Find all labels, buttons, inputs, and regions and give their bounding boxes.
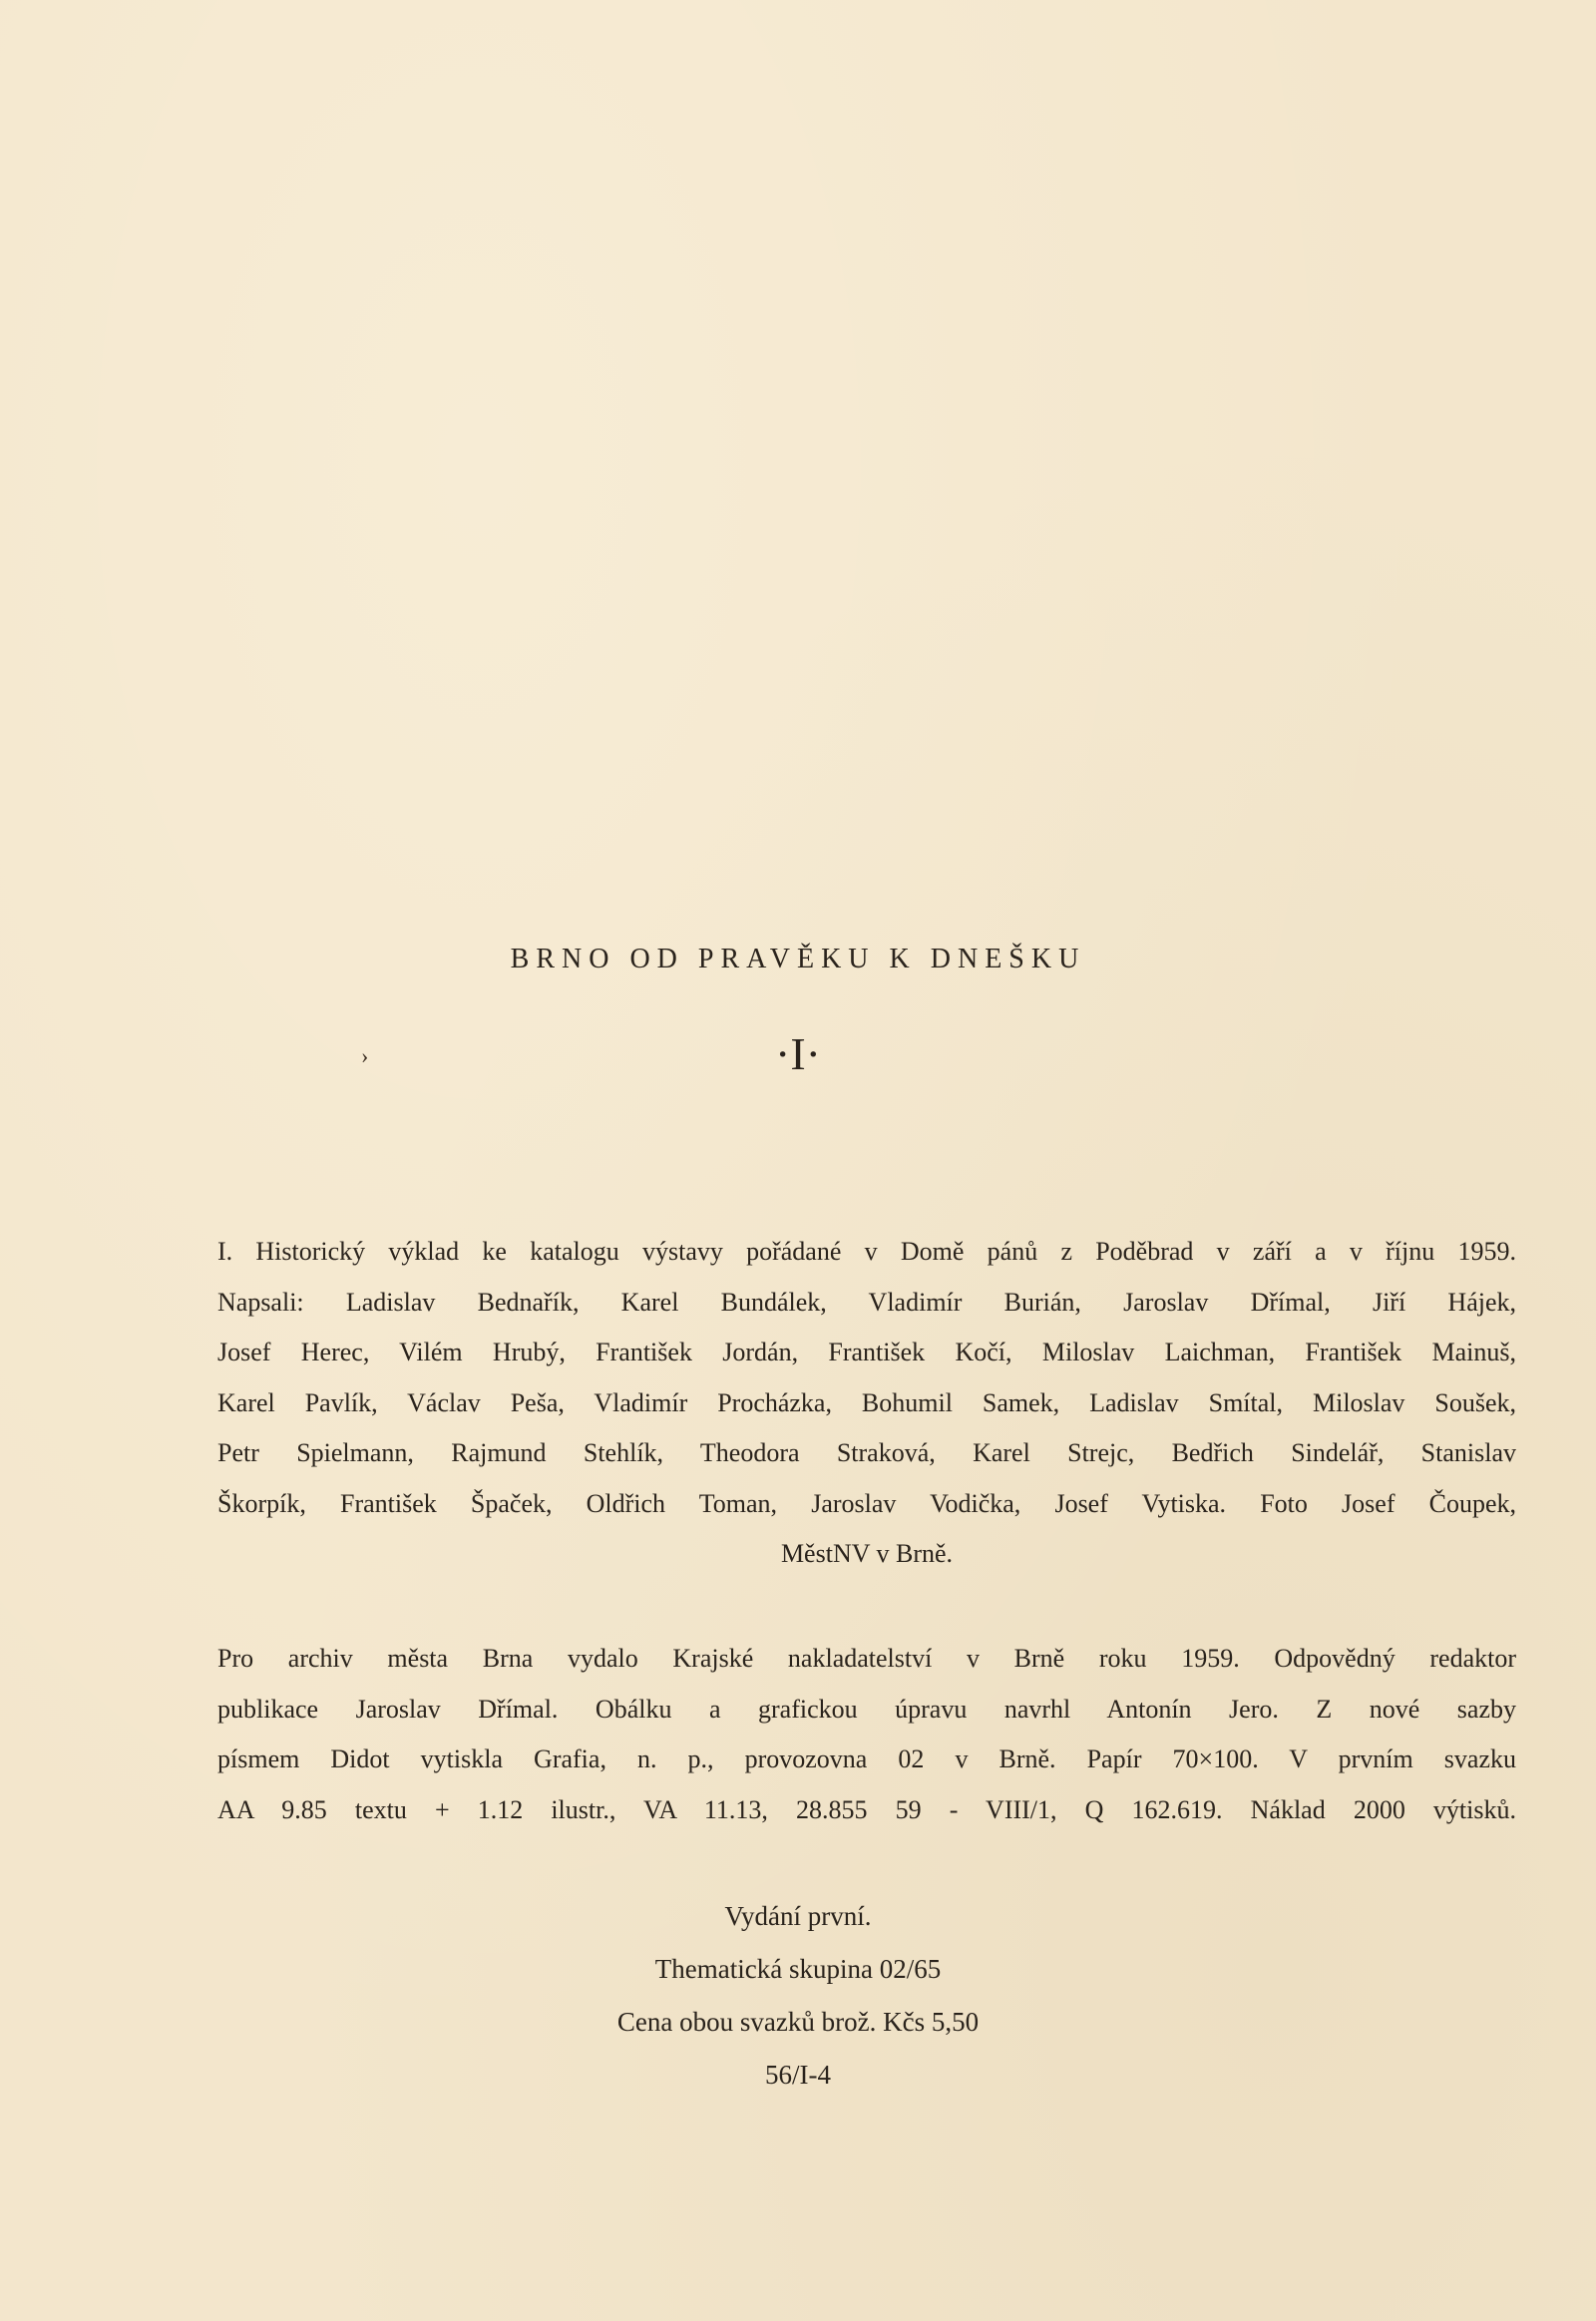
credits-line: Josef Herec, Vilém Hrubý, František Jordán, František Kočí, Miloslav Laichman, František Mainuš, <box>217 1338 1516 1366</box>
price-note: Cena obou svazků brož. Kčs 5,50 <box>616 2007 980 2037</box>
catalog-code: 56/I-4 <box>765 2060 831 2090</box>
stray-ink-mark: › <box>361 1043 369 1068</box>
book-title: BRNO OD PRAVĚKU K DNEŠKU <box>510 944 1086 974</box>
credits-paragraph <box>217 1227 1516 1580</box>
colophon <box>0 1890 1596 2102</box>
credits-line: Napsali: Ladislav Bednařík, Karel Bundálek, Vladimír Burián, Jaroslav Dřímal, Jiří Hájek, <box>217 1287 1516 1317</box>
volume-number: ·I· <box>775 1028 821 1079</box>
publisher-line: Pro archiv města Brna vydalo Krajské nakladatelství v Brně roku 1959. Odpovědný redaktor <box>217 1644 1516 1673</box>
publisher-paragraph <box>217 1634 1516 1835</box>
credits-line: I. Historický výklad ke katalogu výstavy pořádané v Domě pánů z Poděbrad v září a v říjnu 1959. <box>217 1237 1516 1266</box>
credits-line: Petr Spielmann, Rajmund Stehlík, Theodora Straková, Karel Strejc, Bedřich Sindelář, Stanislav <box>217 1438 1516 1467</box>
publisher-line: písmem Didot vytiskla Grafia, n. p., provozovna 02 v Brně. Papír 70×100. V prvním svazku <box>217 1744 1516 1773</box>
credits-line: MěstNV v Brně. <box>780 1539 954 1568</box>
credits-line: Karel Pavlík, Václav Peša, Vladimír Procházka, Bohumil Samek, Ladislav Smítal, Miloslav Soušek, <box>217 1387 1516 1417</box>
credits-line: Škorpík, František Špaček, Oldřich Toman, Jaroslav Vodička, Josef Vytiska. Foto Josef Čoupek, <box>217 1488 1516 1518</box>
edition-note: Vydání první. <box>724 1901 872 1931</box>
publisher-line: AA 9.85 textu + 1.12 ilustr., VA 11.13, 28.855 59 - VIII/1, Q 162.619. Náklad 2000 výtisků. <box>217 1794 1516 1824</box>
publisher-line: publikace Jaroslav Dřímal. Obálku a grafickou úpravu navrhl Antonín Jero. Z nové sazby <box>217 1694 1516 1724</box>
thematic-group: Thematická skupina 02/65 <box>654 1954 942 1984</box>
